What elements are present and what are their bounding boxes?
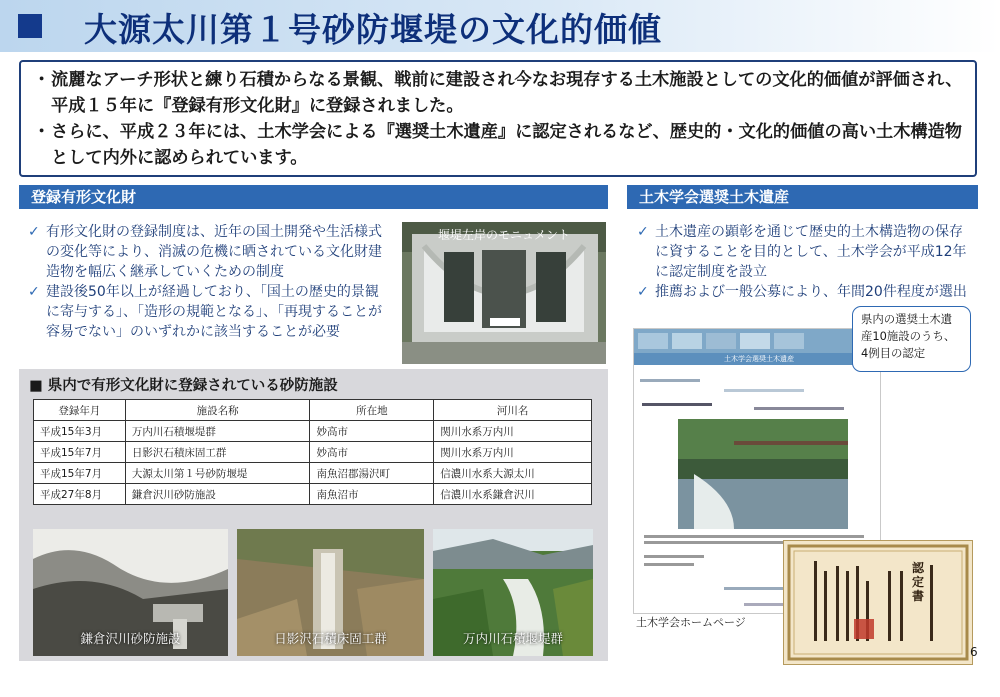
registered-facilities-panel — [19, 369, 608, 661]
table-row — [34, 421, 592, 442]
table-row — [34, 442, 592, 463]
section-header-jsce-heritage: 土木学会選奨土木遺産 — [627, 185, 978, 209]
monument-photo-label: 堰堤左岸のモニュメント — [437, 228, 570, 242]
right-check-list — [637, 222, 975, 302]
registered-facilities-table — [33, 399, 592, 505]
summary-item — [33, 67, 965, 119]
photo-caption: 鎌倉沢川砂防施設 — [80, 631, 181, 646]
monument-photo — [402, 222, 606, 364]
page-title: 大源太川第１号砂防堰堤の文化的価値 — [84, 10, 662, 49]
monument-photo-image — [402, 222, 606, 364]
table-cell: 妙高市 — [310, 442, 434, 463]
table-cell: 平成15年7月 — [34, 463, 126, 484]
list-item — [637, 222, 975, 282]
left-check-list — [28, 222, 390, 342]
table-cell: 関川水系万内川 — [434, 421, 592, 442]
photo-mannaigawa — [433, 529, 593, 656]
table-cell: 南魚沼市 — [310, 484, 434, 505]
check-icon: ✓ — [28, 284, 40, 300]
summary-item — [33, 119, 965, 171]
table-cell: 信濃川水系大源太川 — [434, 463, 592, 484]
table-cell: 平成27年8月 — [34, 484, 126, 505]
summary-text: 流麗なアーチ形状と練り石積からなる景観、戦前に建設され今なお現存する土木施設としての文化的価値が評価され、平成１５年に『登録有形文化財』に登録されました。 — [51, 70, 963, 116]
table-cell: 信濃川水系鎌倉沢川 — [434, 484, 592, 505]
column-header: 河川名 — [434, 400, 592, 421]
title-square-icon — [18, 14, 42, 38]
photo-kamakurasawa — [33, 529, 228, 656]
table-cell: 鎌倉沢川砂防施設 — [125, 484, 310, 505]
table-cell: 平成15年7月 — [34, 442, 126, 463]
table-cell: 南魚沼郡湯沢町 — [310, 463, 434, 484]
list-item-text: 推薦および一般公募により、年間20件程度が選出 — [655, 284, 967, 300]
table-cell: 日影沢石積床固工群 — [125, 442, 310, 463]
check-icon: ✓ — [28, 224, 40, 240]
column-header: 登録年月 — [34, 400, 126, 421]
check-icon: ✓ — [637, 284, 649, 300]
table-cell: 大源太川第１号砂防堰堤 — [125, 463, 310, 484]
list-item — [28, 222, 390, 282]
check-icon: ✓ — [637, 224, 649, 240]
website-banner: 土木学会選奨土木遺産 — [724, 355, 794, 363]
page-number: 6 — [970, 645, 978, 659]
table-title: ■ 県内で有形文化財に登録されている砂防施設 — [29, 378, 338, 394]
column-header: 施設名称 — [125, 400, 310, 421]
column-header: 所在地 — [310, 400, 434, 421]
bullet-icon: ・ — [33, 122, 51, 142]
summary-box — [19, 60, 977, 177]
section-header-registered-cultural-property: 登録有形文化財 — [19, 185, 608, 209]
table-row — [34, 484, 592, 505]
list-item-text: 有形文化財の登録制度は、近年の国土開発や生活様式の変化等により、消滅の危機に晒されている文化財建造物を幅広く継承していくための制度 — [46, 224, 382, 280]
list-item-text: 土木遺産の顕彰を通じて歴史的土木構造物の保存に資することを目的として、土木学会が平成12年に認定制度を設立 — [655, 224, 967, 280]
bullet-icon: ・ — [33, 70, 51, 90]
certificate-image — [783, 540, 973, 665]
table-row — [34, 463, 592, 484]
list-item-text: 建設後50年以上が経過しており、「国土の歴史的景観に寄与する」、「造形の規範となる」、「再現することが容易でない」のいずれかに該当することが必要 — [46, 284, 382, 340]
table-cell: 平成15年3月 — [34, 421, 126, 442]
website-caption: 土木学会ホームページ — [636, 616, 746, 629]
table-header-row — [34, 400, 592, 421]
table-cell: 関川水系万内川 — [434, 442, 592, 463]
list-item — [637, 282, 975, 302]
photo-caption: 万内川石積堰堤群 — [462, 631, 563, 646]
list-item — [28, 282, 390, 342]
summary-text: さらに、平成２３年には、土木学会による『選奨土木遺産』に認定されるなど、歴史的・文化的価値の高い土木構造物として内外に認められています。 — [51, 122, 962, 168]
photo-hikagesawa — [237, 529, 424, 656]
table-cell: 妙高市 — [310, 421, 434, 442]
certificate-title: 認定書 — [912, 561, 925, 603]
table-cell: 万内川石積堰堤群 — [125, 421, 310, 442]
photo-caption: 日影沢石積床固工群 — [274, 631, 387, 646]
heritage-callout: 県内の選奨土木遺産10施設のうち、4例目の認定 — [852, 306, 971, 372]
